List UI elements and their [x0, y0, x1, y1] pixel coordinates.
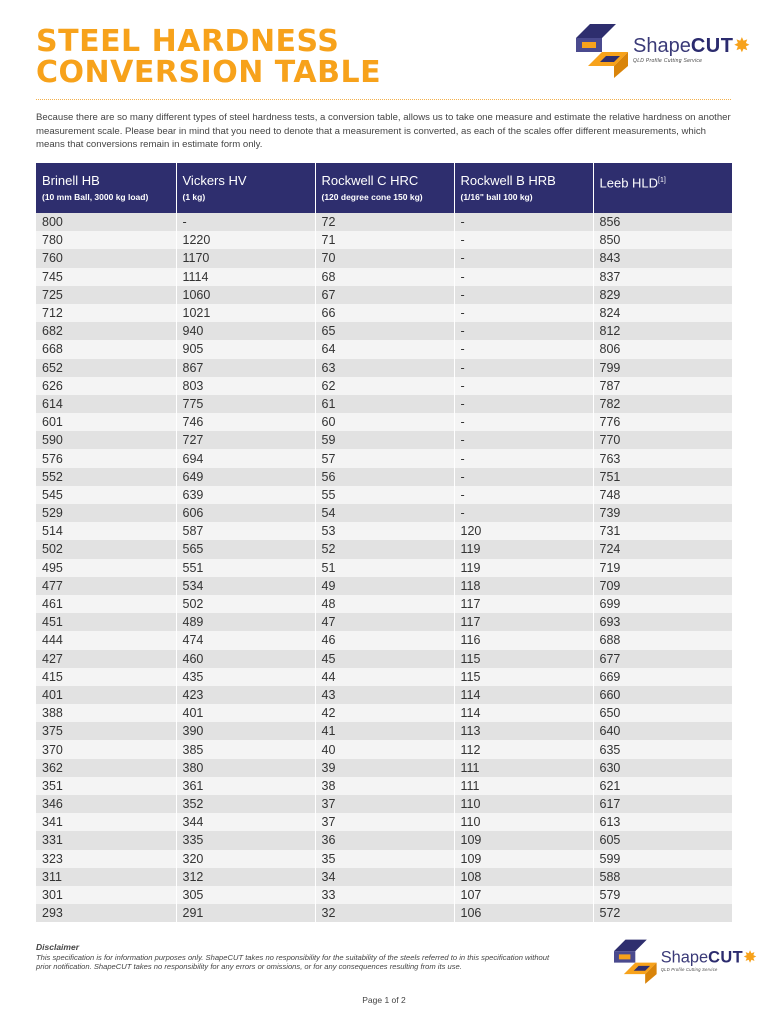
table-cell: 669 — [593, 668, 732, 686]
table-cell: 60 — [315, 413, 454, 431]
table-cell: 745 — [36, 268, 176, 286]
table-cell: 375 — [36, 722, 176, 740]
table-cell: 39 — [315, 759, 454, 777]
table-cell: 829 — [593, 286, 732, 304]
table-row — [36, 504, 732, 522]
table-row — [36, 722, 732, 740]
table-cell: 115 — [454, 668, 593, 686]
table-cell: 41 — [315, 722, 454, 740]
table-cell: 739 — [593, 504, 732, 522]
table-cell: 588 — [593, 868, 732, 886]
table-cell: 72 — [315, 213, 454, 231]
table-cell: 59 — [315, 431, 454, 449]
table-cell: 601 — [36, 413, 176, 431]
shapecut-emblem-icon — [614, 938, 658, 984]
table-cell: - — [454, 340, 593, 358]
table-cell: 812 — [593, 322, 732, 340]
table-cell: 320 — [176, 850, 315, 868]
table-cell: 65 — [315, 322, 454, 340]
table-cell: 803 — [176, 377, 315, 395]
table-cell: 856 — [593, 213, 732, 231]
column-header-brinell: Brinell HB (10 mm Ball, 3000 kg load) — [36, 163, 176, 213]
table-cell: - — [454, 486, 593, 504]
table-cell: 867 — [176, 359, 315, 377]
table-cell: 677 — [593, 650, 732, 668]
table-cell: 108 — [454, 868, 593, 886]
title-line-1: STEEL HARDNESS — [36, 24, 340, 59]
shapecut-emblem-icon — [576, 22, 630, 78]
table-cell: - — [454, 431, 593, 449]
table-cell: 746 — [176, 413, 315, 431]
header-divider — [36, 99, 731, 100]
table-cell: 617 — [593, 795, 732, 813]
table-cell: 635 — [593, 740, 732, 758]
table-cell: 110 — [454, 795, 593, 813]
table-cell: 62 — [315, 377, 454, 395]
table-cell: 725 — [36, 286, 176, 304]
table-cell: 435 — [176, 668, 315, 686]
disclaimer-text: This specification is for information purposes only. ShapeCUT takes no responsibility for the suitability of the steels referred to in this specification without prior notification. ShapeCUT takes no responsibility for any errors or omissions, or for any consequences resulting from its use. — [36, 953, 550, 972]
table-cell: 109 — [454, 831, 593, 849]
table-row — [36, 304, 732, 322]
table-cell: 763 — [593, 449, 732, 467]
table-cell: 110 — [454, 813, 593, 831]
table-cell: 489 — [176, 613, 315, 631]
table-cell: - — [454, 377, 593, 395]
table-cell: 776 — [593, 413, 732, 431]
table-cell: 61 — [315, 395, 454, 413]
table-cell: 117 — [454, 595, 593, 613]
table-row — [36, 595, 732, 613]
table-body — [36, 213, 732, 922]
table-cell: 32 — [315, 904, 454, 922]
table-row — [36, 650, 732, 668]
table-cell: 114 — [454, 704, 593, 722]
table-cell: 35 — [315, 850, 454, 868]
table-cell: - — [454, 231, 593, 249]
table-cell: 719 — [593, 559, 732, 577]
table-cell: 301 — [36, 886, 176, 904]
table-row — [36, 231, 732, 249]
table-cell: 775 — [176, 395, 315, 413]
table-cell: 114 — [454, 686, 593, 704]
table-row — [36, 613, 732, 631]
table-cell: 427 — [36, 650, 176, 668]
table-row — [36, 522, 732, 540]
table-cell: 940 — [176, 322, 315, 340]
disclaimer-title: Disclaimer — [36, 942, 79, 952]
table-cell: 824 — [593, 304, 732, 322]
table-row — [36, 431, 732, 449]
table-cell: 362 — [36, 759, 176, 777]
table-cell: 335 — [176, 831, 315, 849]
table-row — [36, 795, 732, 813]
table-cell: 727 — [176, 431, 315, 449]
table-row — [36, 777, 732, 795]
hardness-conversion-table — [36, 163, 732, 922]
table-cell: 49 — [315, 577, 454, 595]
table-cell: 401 — [36, 686, 176, 704]
table-cell: 837 — [593, 268, 732, 286]
table-cell: 43 — [315, 686, 454, 704]
table-header-row — [36, 163, 732, 213]
table-cell: 606 — [176, 504, 315, 522]
table-row — [36, 904, 732, 922]
table-cell: 474 — [176, 631, 315, 649]
table-row — [36, 668, 732, 686]
table-cell: 1021 — [176, 304, 315, 322]
table-cell: 552 — [36, 468, 176, 486]
table-cell: - — [454, 468, 593, 486]
table-cell: 388 — [36, 704, 176, 722]
table-cell: 38 — [315, 777, 454, 795]
table-cell: 119 — [454, 559, 593, 577]
table-row — [36, 759, 732, 777]
table-cell: 385 — [176, 740, 315, 758]
table-cell: 53 — [315, 522, 454, 540]
table-cell: 311 — [36, 868, 176, 886]
table-cell: 712 — [36, 304, 176, 322]
table-cell: 415 — [36, 668, 176, 686]
table-row — [36, 486, 732, 504]
table-cell: 57 — [315, 449, 454, 467]
table-cell: 1220 — [176, 231, 315, 249]
logo-wordmark: ShapeCUT✸ — [633, 35, 751, 57]
table-cell: 668 — [36, 340, 176, 358]
table-cell: 782 — [593, 395, 732, 413]
column-header-vickers: Vickers HV (1 kg) — [176, 163, 315, 213]
table-cell: 1170 — [176, 249, 315, 267]
table-cell: 305 — [176, 886, 315, 904]
table-row — [36, 377, 732, 395]
table-cell: 45 — [315, 650, 454, 668]
table-cell: 905 — [176, 340, 315, 358]
table-cell: 626 — [36, 377, 176, 395]
table-row — [36, 540, 732, 558]
table-cell: 401 — [176, 704, 315, 722]
table-cell: 115 — [454, 650, 593, 668]
table-row — [36, 704, 732, 722]
table-cell: 64 — [315, 340, 454, 358]
table-row — [36, 813, 732, 831]
table-cell: 748 — [593, 486, 732, 504]
table-cell: 36 — [315, 831, 454, 849]
table-cell: 116 — [454, 631, 593, 649]
table-cell: 693 — [593, 613, 732, 631]
table-cell: 660 — [593, 686, 732, 704]
table-row — [36, 868, 732, 886]
table-cell: 42 — [315, 704, 454, 722]
table-row — [36, 395, 732, 413]
table-cell: - — [454, 249, 593, 267]
table-cell: 787 — [593, 377, 732, 395]
table-cell: - — [454, 504, 593, 522]
table-cell: 461 — [36, 595, 176, 613]
table-row — [36, 449, 732, 467]
table-cell: 423 — [176, 686, 315, 704]
table-cell: - — [454, 286, 593, 304]
table-cell: 640 — [593, 722, 732, 740]
table-cell: 534 — [176, 577, 315, 595]
table-row — [36, 577, 732, 595]
table-cell: 780 — [36, 231, 176, 249]
table-cell: 331 — [36, 831, 176, 849]
table-cell: 1114 — [176, 268, 315, 286]
table-cell: 850 — [593, 231, 732, 249]
table-cell: 44 — [315, 668, 454, 686]
table-cell: 502 — [36, 540, 176, 558]
table-cell: 760 — [36, 249, 176, 267]
table-cell: 495 — [36, 559, 176, 577]
table-cell: 806 — [593, 340, 732, 358]
logo-wordmark: ShapeCUT✸ — [660, 948, 757, 967]
table-row — [36, 850, 732, 868]
table-cell: 551 — [176, 559, 315, 577]
logo-tagline: QLD Profile Cutting Service — [660, 967, 718, 973]
table-cell: 56 — [315, 468, 454, 486]
title-line-2: CONVERSION TABLE — [36, 55, 382, 90]
table-row — [36, 322, 732, 340]
table-cell: 55 — [315, 486, 454, 504]
table-row — [36, 359, 732, 377]
table-cell: 800 — [36, 213, 176, 231]
table-cell: - — [454, 359, 593, 377]
table-cell: 107 — [454, 886, 593, 904]
table-cell: 351 — [36, 777, 176, 795]
table-cell: 51 — [315, 559, 454, 577]
table-cell: 799 — [593, 359, 732, 377]
table-cell: 590 — [36, 431, 176, 449]
table-cell: 639 — [176, 486, 315, 504]
table-cell: 576 — [36, 449, 176, 467]
table-cell: - — [176, 213, 315, 231]
table-cell: 37 — [315, 795, 454, 813]
table-cell: 52 — [315, 540, 454, 558]
table-cell: 34 — [315, 868, 454, 886]
table-row — [36, 468, 732, 486]
table-cell: 529 — [36, 504, 176, 522]
table-cell: 117 — [454, 613, 593, 631]
table-cell: - — [454, 268, 593, 286]
table-row — [36, 631, 732, 649]
table-cell: 545 — [36, 486, 176, 504]
table-cell: - — [454, 413, 593, 431]
table-cell: 113 — [454, 722, 593, 740]
table-cell: 390 — [176, 722, 315, 740]
table-cell: 724 — [593, 540, 732, 558]
table-cell: 514 — [36, 522, 176, 540]
table-cell: 572 — [593, 904, 732, 922]
table-cell: 361 — [176, 777, 315, 795]
table-cell: 614 — [36, 395, 176, 413]
disclaimer — [36, 943, 556, 972]
table-cell: 477 — [36, 577, 176, 595]
table-cell: 1060 — [176, 286, 315, 304]
table-row — [36, 213, 732, 231]
table-cell: 502 — [176, 595, 315, 613]
table-cell: 68 — [315, 268, 454, 286]
shapecut-logo-footer — [614, 938, 757, 984]
table-cell: 71 — [315, 231, 454, 249]
table-cell: 451 — [36, 613, 176, 631]
table-cell: 579 — [593, 886, 732, 904]
table-cell: 66 — [315, 304, 454, 322]
table-cell: 46 — [315, 631, 454, 649]
page-title — [36, 26, 381, 88]
table-cell: 48 — [315, 595, 454, 613]
table-cell: - — [454, 213, 593, 231]
table-cell: 112 — [454, 740, 593, 758]
table-cell: 587 — [176, 522, 315, 540]
table-cell: 380 — [176, 759, 315, 777]
table-cell: 751 — [593, 468, 732, 486]
table-cell: 621 — [593, 777, 732, 795]
table-cell: 323 — [36, 850, 176, 868]
table-cell: - — [454, 395, 593, 413]
table-cell: - — [454, 449, 593, 467]
table-cell: 47 — [315, 613, 454, 631]
table-cell: 613 — [593, 813, 732, 831]
table-row — [36, 686, 732, 704]
table-cell: 70 — [315, 249, 454, 267]
table-cell: 67 — [315, 286, 454, 304]
table-cell: 731 — [593, 522, 732, 540]
column-header-leeb: Leeb HLD[1] — [593, 163, 732, 213]
table-cell: 40 — [315, 740, 454, 758]
logo-tagline: QLD Profile Cutting Service — [633, 58, 703, 64]
table-cell: 649 — [176, 468, 315, 486]
table-cell: 341 — [36, 813, 176, 831]
intro-paragraph: Because there are so many different types of steel hardness tests, a conversion table, allows us to take one measure and estimate the relative hardness on another measurement scale. Please bear in mind that you need to denote that a measurement is converted, as each of the scales offer different measurements, which means that conversions remain in estimate form only. — [36, 112, 731, 150]
table-cell: 770 — [593, 431, 732, 449]
table-cell: 109 — [454, 850, 593, 868]
table-cell: 682 — [36, 322, 176, 340]
table-cell: 630 — [593, 759, 732, 777]
table-row — [36, 249, 732, 267]
column-header-rockwell-c: Rockwell C HRC (120 degree cone 150 kg) — [315, 163, 454, 213]
table-row — [36, 268, 732, 286]
table-cell: 106 — [454, 904, 593, 922]
table-cell: 352 — [176, 795, 315, 813]
table-cell: 843 — [593, 249, 732, 267]
table-cell: 344 — [176, 813, 315, 831]
column-header-rockwell-b: Rockwell B HRB (1/16" ball 100 kg) — [454, 163, 593, 213]
table-cell: 444 — [36, 631, 176, 649]
table-cell: 346 — [36, 795, 176, 813]
table-cell: 37 — [315, 813, 454, 831]
table-cell: 599 — [593, 850, 732, 868]
table-cell: - — [454, 304, 593, 322]
table-cell: 54 — [315, 504, 454, 522]
table-cell: 120 — [454, 522, 593, 540]
table-row — [36, 340, 732, 358]
table-cell: 699 — [593, 595, 732, 613]
table-cell: 33 — [315, 886, 454, 904]
table-row — [36, 740, 732, 758]
table-cell: 688 — [593, 631, 732, 649]
table-cell: 312 — [176, 868, 315, 886]
table-cell: 111 — [454, 777, 593, 795]
table-cell: 460 — [176, 650, 315, 668]
table-cell: 293 — [36, 904, 176, 922]
table-cell: 111 — [454, 759, 593, 777]
table-cell: 291 — [176, 904, 315, 922]
shapecut-logo — [576, 22, 750, 78]
table-cell: 605 — [593, 831, 732, 849]
table-cell: 694 — [176, 449, 315, 467]
table-cell: 63 — [315, 359, 454, 377]
table-cell: 652 — [36, 359, 176, 377]
table-row — [36, 886, 732, 904]
page-number: Page 1 of 2 — [362, 995, 406, 1005]
table-row — [36, 286, 732, 304]
table-row — [36, 559, 732, 577]
table-cell: 709 — [593, 577, 732, 595]
table-cell: 370 — [36, 740, 176, 758]
table-row — [36, 831, 732, 849]
table-row — [36, 413, 732, 431]
table-cell: 650 — [593, 704, 732, 722]
table-cell: - — [454, 322, 593, 340]
table-cell: 118 — [454, 577, 593, 595]
table-cell: 565 — [176, 540, 315, 558]
table-cell: 119 — [454, 540, 593, 558]
